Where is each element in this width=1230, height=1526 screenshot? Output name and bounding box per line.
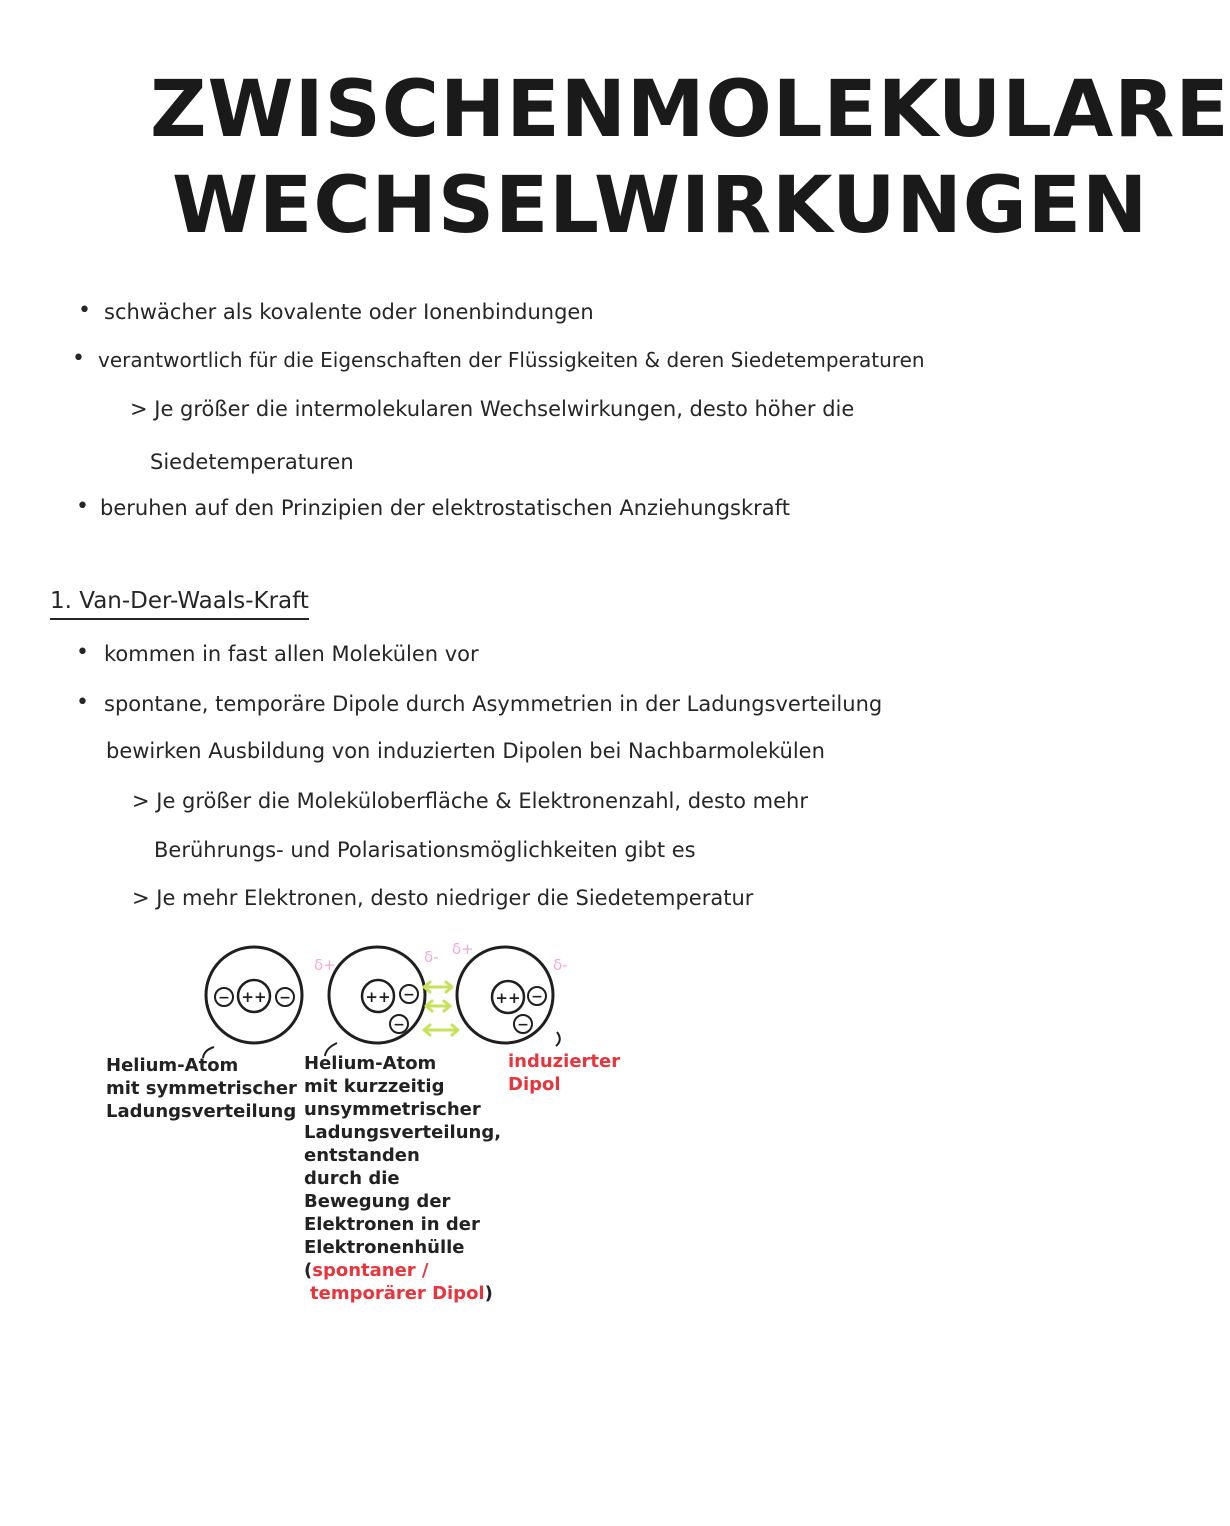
bullet-dot: • xyxy=(76,640,89,665)
vdw-bullet-1: kommen in fast allen Molekülen vor xyxy=(104,642,479,666)
label-induced-dipole: induzierter Dipol xyxy=(508,1051,621,1095)
nucleus-3-charge: ++ xyxy=(495,989,521,1007)
vdw-bullet-2b: bewirken Ausbildung von induzierten Dipolen bei Nachbarmolekülen xyxy=(106,739,825,763)
vdw-sub-2: > Je mehr Elektronen, desto niedriger die Siedetemperatur xyxy=(132,886,754,910)
electron-2a-charge: − xyxy=(403,987,415,1003)
delta-minus-atom3: δ- xyxy=(553,956,568,974)
electron-2b-charge: − xyxy=(393,1017,405,1033)
electron-1b-charge: − xyxy=(279,990,291,1006)
section-heading-van-der-waals: 1. Van-Der-Waals-Kraft xyxy=(50,588,309,620)
attraction-arrow-3 xyxy=(424,1025,458,1035)
attraction-arrow-1 xyxy=(424,982,452,992)
delta-minus-atom2: δ- xyxy=(424,948,439,966)
delta-plus-atom2: δ+ xyxy=(314,956,336,974)
vdw-sub-1a: > Je größer die Moleküloberfläche & Elektronenzahl, desto mehr xyxy=(132,789,808,813)
intro-bullet-3: beruhen auf den Prinzipien der elektrostatischen Anziehungskraft xyxy=(100,496,790,520)
intro-bullet-1: schwächer als kovalente oder Ionenbindungen xyxy=(104,300,594,324)
pointer-3 xyxy=(556,1032,560,1046)
vdw-sub-1b: Berührungs- und Polarisationsmöglichkeiten gibt es xyxy=(154,838,696,862)
electron-1a-charge: − xyxy=(218,990,230,1006)
intro-sub-1b: Siedetemperaturen xyxy=(150,450,354,474)
bullet-dot: • xyxy=(72,346,85,371)
intro-sub-1a: > Je größer die intermolekularen Wechselwirkungen, desto höher die xyxy=(130,397,855,421)
attraction-arrow-2 xyxy=(426,1001,450,1011)
intro-bullet-2: verantwortlich für die Eigenschaften der Flüssigkeiten & deren Siedetemperaturen xyxy=(98,348,925,372)
delta-plus-atom3: δ+ xyxy=(452,940,474,958)
label-helium-symmetric: Helium-Atom mit symmetrischer Ladungsverteilung xyxy=(106,1055,297,1122)
bullet-dot: • xyxy=(76,690,89,715)
nucleus-1-charge: ++ xyxy=(241,988,267,1006)
electron-3b-charge: − xyxy=(517,1017,529,1033)
nucleus-2-charge: ++ xyxy=(365,988,391,1006)
title-line-2: WECHSELWIRKUNGEN xyxy=(172,161,1149,251)
electron-3a-charge: − xyxy=(531,989,543,1005)
vdw-bullet-2a: spontane, temporäre Dipole durch Asymmetrien in der Ladungsverteilung xyxy=(104,692,883,716)
bullet-dot: • xyxy=(78,298,91,323)
label-helium-spontaneous: Helium-Atom mit kurzzeitig unsymmetrischer Ladungsverteilung, entstanden durch die Bewegung der Elektronen in der Elektronenhülle (spontaner / temporärer Dipol) xyxy=(304,1053,502,1304)
title-line-1: ZWISCHENMOLEKULARE xyxy=(150,65,1230,155)
bullet-dot: • xyxy=(76,494,89,519)
